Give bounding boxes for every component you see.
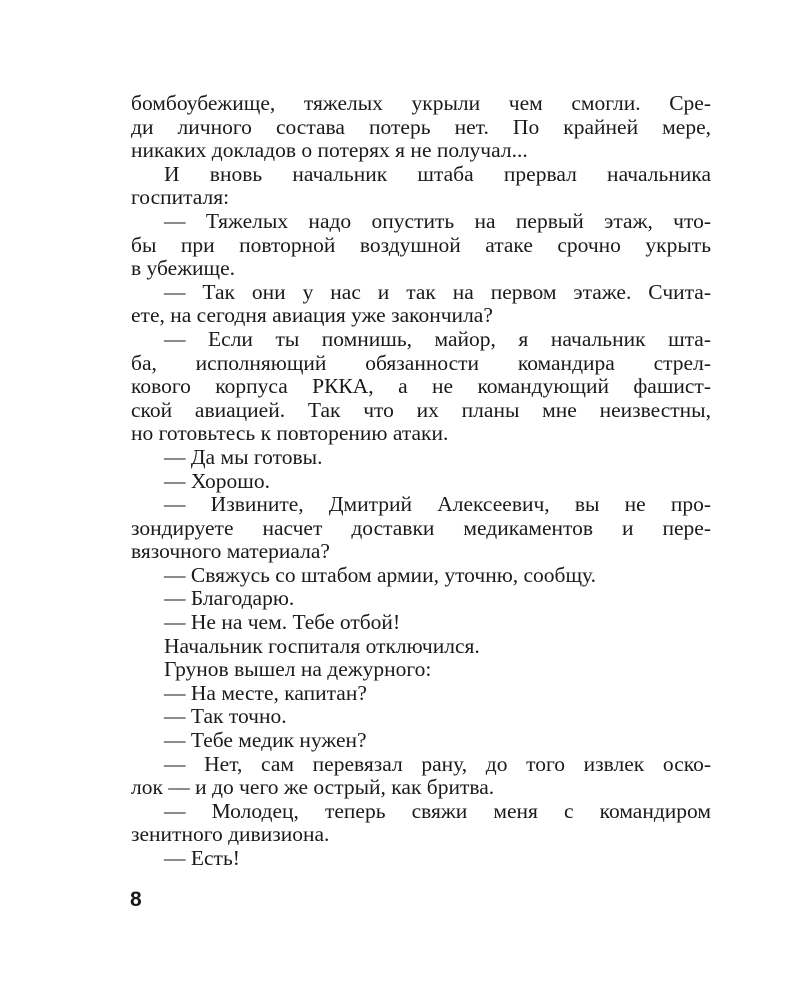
text-line: — Благодарю.: [164, 586, 295, 611]
text-line: кового корпуса РККА, а не командующий фашист-: [131, 374, 711, 399]
text-line: ской авиацией. Так что их планы мне неизвестны,: [131, 397, 711, 422]
text-line: но готовьтесь к повторению атаки.: [131, 421, 449, 446]
text-line: — Извините, Дмитрий Алексеевич, вы не про-: [164, 492, 711, 517]
text-line: бомбоубежище, тяжелых укрыли чем смогли. Сре-: [131, 91, 711, 115]
text-line: госпиталя:: [131, 185, 230, 210]
text-line: Грунов вышел на дежурного:: [164, 657, 432, 682]
text-line: никаких докладов о потерях я не получал...: [131, 138, 528, 163]
text-line: — Хорошо.: [164, 468, 270, 493]
text-line: ете, на сегодня авиация уже закончила?: [131, 303, 493, 328]
text-line: лок — и до чего же острый, как бритва.: [131, 775, 495, 800]
text-line: — Нет, сам перевязал рану, до того извлек оско-: [164, 751, 711, 776]
text-line: — Не на чем. Тебе отбой!: [164, 610, 401, 635]
text-line: ди личного состава потерь нет. По крайней мере,: [131, 114, 711, 139]
text-line: — Так точно.: [164, 704, 287, 729]
text-line: бы при повторной воздушной атаке срочно укрыть: [131, 232, 711, 257]
text-line: — Если ты помнишь, майор, я начальник шта-: [164, 326, 711, 351]
text-line: — Так они у нас и так на первом этаже. Счита-: [164, 279, 711, 304]
text-line: — Молодец, теперь свяжи меня с командиром: [164, 798, 711, 823]
text-line: — Тебе медик нужен?: [164, 728, 367, 753]
text-line: — Есть!: [164, 846, 240, 870]
text-line: в убежище.: [131, 256, 236, 281]
text-line: вязочного материала?: [131, 539, 330, 564]
text-line: — На месте, капитан?: [164, 680, 367, 705]
text-line: зондируете насчет доставки медикаментов и пере-: [131, 515, 711, 540]
text-line: зенитного дивизиона.: [131, 822, 330, 847]
text-line: — Да мы готовы.: [164, 444, 323, 469]
page-number: 8: [130, 888, 142, 911]
text-line: — Тяжелых надо опустить на первый этаж, что-: [164, 208, 711, 233]
page-body-text: [131, 92, 711, 871]
text-line: Начальник госпиталя отключился.: [164, 633, 480, 658]
text-line: ба, исполняющий обязанности командира стрел-: [131, 350, 711, 375]
text-line: И вновь начальник штаба прервал начальника: [164, 161, 711, 186]
text-line: — Свяжусь со штабом армии, уточню, сообщу.: [164, 562, 597, 587]
